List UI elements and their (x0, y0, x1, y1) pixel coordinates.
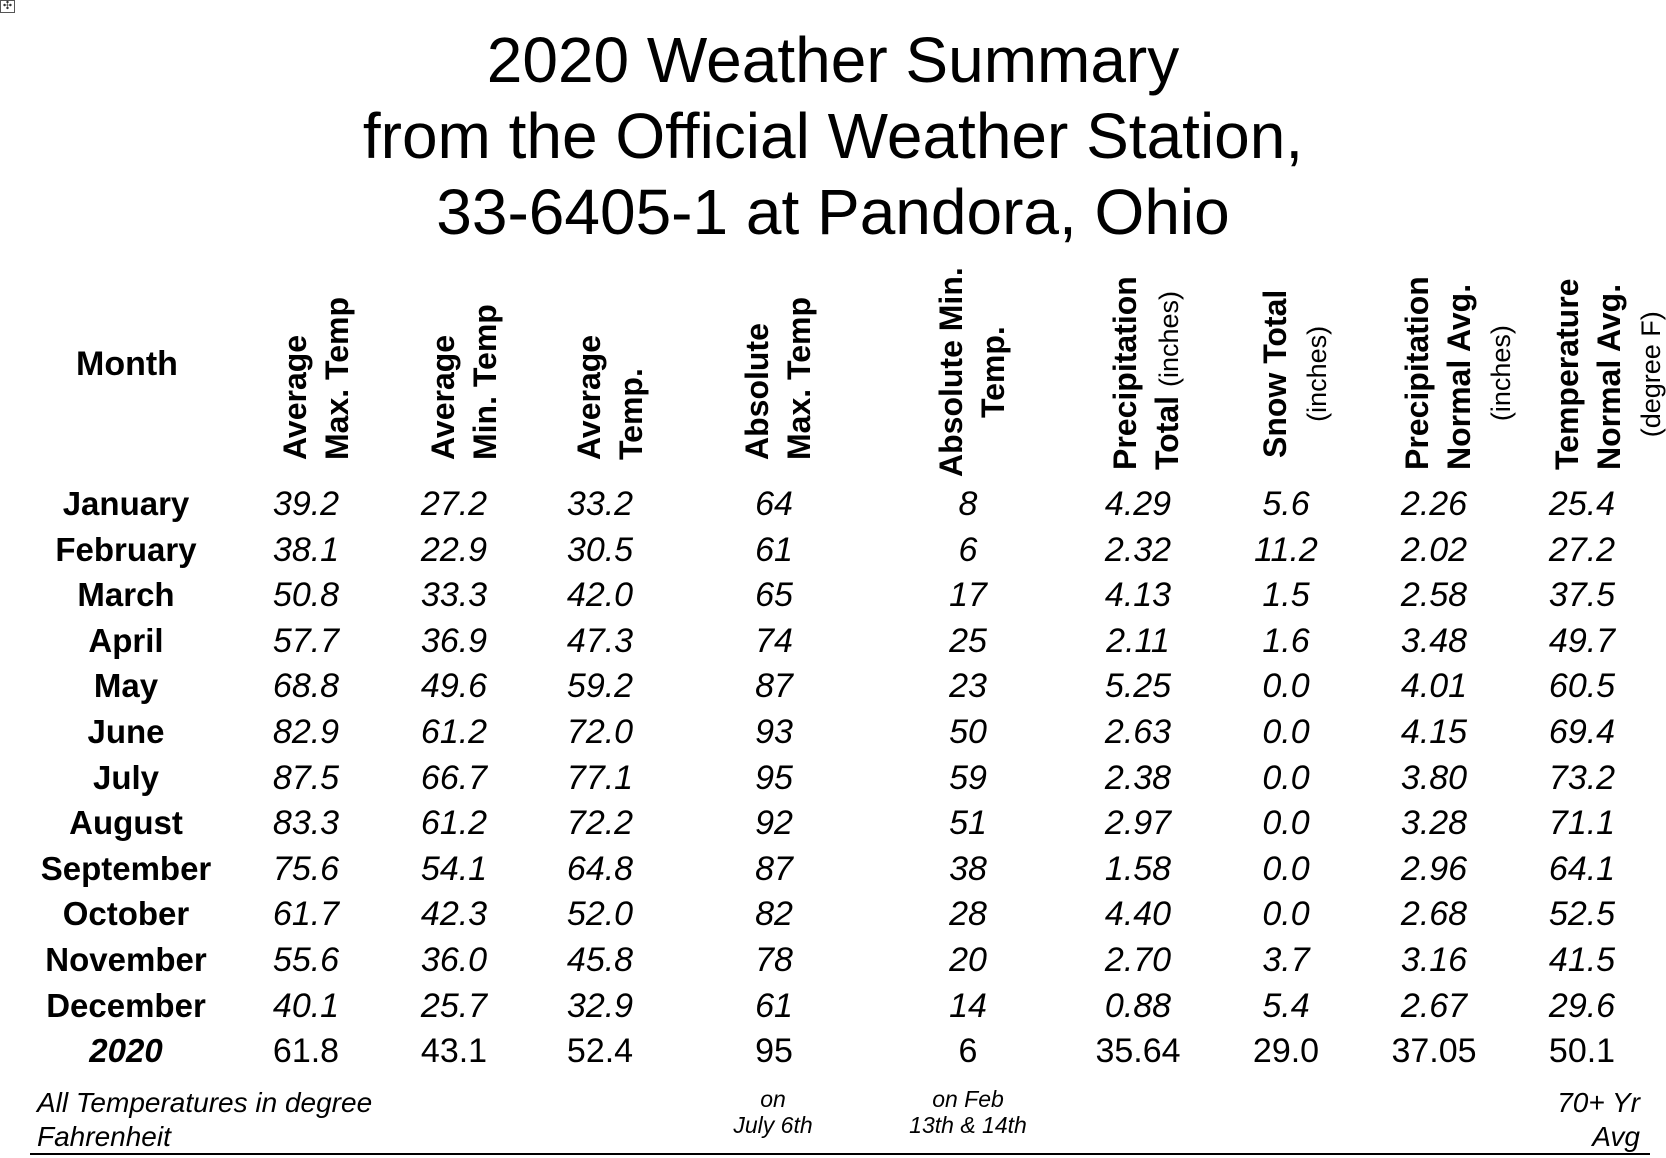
abs-min-temp-header (930, 267, 1014, 477)
header-line: Normal Avg. (1441, 283, 1477, 470)
footnote-line: July 6th (733, 1112, 813, 1138)
table-cell: 52.5 (1548, 895, 1616, 934)
month-name: October (62, 895, 190, 933)
table-cell: 75.6 (272, 849, 340, 888)
table-cell: 61.7 (272, 895, 340, 934)
table-cell: 40.1 (272, 986, 340, 1025)
month-name: March (77, 576, 175, 614)
table-cell: 43.1 (420, 1032, 488, 1071)
table-cell: 95 (755, 1032, 793, 1071)
page-title-line-1: 2020 Weather Summary (486, 24, 1180, 96)
temperature-normal-header (1546, 279, 1666, 470)
header-line: Absolute Min. (933, 267, 969, 477)
table-cell: 42.3 (420, 895, 488, 934)
table-cell: 2.58 (1400, 576, 1468, 615)
table-cell: 82 (755, 895, 793, 934)
table-cell: 73.2 (1548, 758, 1616, 797)
table-cell: 4.13 (1104, 576, 1172, 615)
month-name: February (55, 530, 197, 568)
table-cell: 38.1 (272, 530, 340, 569)
table-cell: 61.2 (420, 713, 488, 751)
table-cell: 29.0 (1252, 1032, 1320, 1071)
table-cell: 6 (958, 1032, 978, 1071)
month-name: August (69, 804, 183, 842)
table-cell: 11.2 (1254, 530, 1318, 569)
table-cell: 4.01 (1400, 667, 1468, 706)
table-cell: 4.40 (1104, 895, 1172, 934)
precipitation-total-header (1104, 276, 1190, 470)
table-row (0, 938, 1666, 982)
table-cell: 47.3 (566, 621, 634, 660)
header-unit: (inches) (1302, 325, 1332, 422)
table-row (0, 528, 1666, 572)
snow-total-header (1254, 290, 1338, 458)
table-cell: 0.0 (1262, 849, 1310, 888)
header-line: Temperature (1549, 278, 1585, 470)
table-cell: 0.0 (1262, 667, 1310, 706)
table-cell: 0.0 (1262, 758, 1310, 797)
table-cell: 45.8 (566, 941, 634, 979)
month-name: June (87, 713, 165, 750)
table-cell: 4.29 (1104, 485, 1172, 523)
table-cell: 87 (755, 849, 793, 888)
table-cell: 50.1 (1548, 1032, 1616, 1071)
table-cell: 37.5 (1548, 576, 1616, 615)
table-cell: 74 (755, 621, 793, 660)
header-line: Average (425, 334, 461, 460)
abs-max-date-footnote (733, 1086, 812, 1138)
table-cell: 0.0 (1262, 895, 1310, 934)
month-name: May (93, 667, 159, 705)
table-cell: 29.6 (1548, 986, 1616, 1025)
footnote-line: 70+ Yr (1557, 1087, 1640, 1118)
table-cell: 3.28 (1400, 804, 1468, 843)
header-line: Average (277, 334, 313, 460)
table-cell: 32.9 (566, 986, 634, 1025)
table-row (0, 756, 1666, 800)
table-cell: 0.88 (1104, 986, 1172, 1025)
table-cell: 49.7 (1548, 621, 1616, 660)
table-cell: 78 (755, 941, 793, 979)
table-cell: 64.1 (1548, 849, 1616, 888)
table-cell: 22.9 (420, 530, 488, 569)
table-cell: 35.64 (1095, 1032, 1181, 1071)
table-cell: 41.5 (1548, 941, 1616, 979)
header-line: Snow Total (1257, 289, 1293, 458)
table-cell: 3.16 (1400, 941, 1468, 979)
table-cell: 66.7 (420, 758, 488, 797)
table-cell: 17 (949, 576, 987, 615)
table-cell: 4.15 (1400, 713, 1468, 751)
table-row-total (0, 1029, 1666, 1073)
bottom-rule (30, 1153, 1650, 1155)
table-cell: 1.58 (1104, 849, 1172, 888)
table-cell: 2.97 (1104, 804, 1172, 843)
precipitation-normal-header (1396, 276, 1522, 470)
table-row (0, 984, 1666, 1028)
table-cell: 61 (755, 530, 793, 569)
table-cell: 2.32 (1104, 530, 1172, 569)
table-cell: 93 (755, 713, 793, 751)
table-cell: 65 (755, 576, 793, 615)
header-line: Temp. (975, 326, 1011, 419)
table-cell: 5.6 (1262, 485, 1310, 523)
header-line: Normal Avg. (1591, 283, 1627, 470)
table-cell: 2.68 (1400, 895, 1468, 934)
month-name: 2020 (89, 1032, 163, 1070)
table-cell: 2.26 (1400, 485, 1468, 523)
header-line: Precipitation (1107, 276, 1143, 470)
header-line: Average (571, 334, 607, 460)
table-cell: 57.7 (272, 621, 340, 660)
table-cell: 61 (755, 986, 793, 1025)
page-title-line-2: from the Official Weather Station, (362, 100, 1304, 172)
table-cell: 3.80 (1400, 758, 1468, 797)
table-cell: 28 (949, 895, 987, 934)
table-cell: 69.4 (1548, 713, 1616, 751)
footnote-line: Avg (1592, 1121, 1640, 1152)
table-cell: 33.2 (566, 485, 634, 523)
table-cell: 82.9 (272, 713, 340, 751)
table-cell: 5.25 (1104, 667, 1172, 706)
month-name: November (45, 941, 207, 978)
table-cell: 1.6 (1262, 621, 1310, 660)
month-column-header: Month (76, 345, 178, 383)
table-cell: 64 (755, 485, 793, 523)
table-cell: 0.0 (1262, 804, 1310, 843)
abs-max-temp-header (736, 297, 820, 460)
table-cell: 2.63 (1104, 713, 1172, 751)
footnote-line: on Feb (932, 1086, 1004, 1112)
month-name: July (92, 758, 160, 796)
footnote-line: on (760, 1086, 786, 1112)
month-name: December (46, 986, 206, 1024)
avg-max-temp-header (274, 297, 358, 460)
table-cell: 5.4 (1262, 986, 1310, 1025)
table-cell: 2.38 (1104, 758, 1172, 797)
month-name: January (62, 485, 190, 522)
footnote-line: Fahrenheit (37, 1121, 171, 1152)
units-footnote (37, 1086, 437, 1154)
header-line: Max. Temp (781, 297, 817, 460)
table-cell: 60.5 (1548, 667, 1616, 706)
avg-min-temp-header (422, 304, 506, 460)
table-cell: 51 (949, 804, 987, 843)
header-line: Total (1149, 395, 1185, 470)
table-cell: 72.2 (566, 804, 634, 843)
table-cell: 71.1 (1548, 804, 1616, 843)
header-unit: (degree F) (1636, 311, 1666, 438)
table-cell: 0.0 (1262, 713, 1310, 751)
table-cell: 37.05 (1391, 1032, 1477, 1071)
header-line: Precipitation (1399, 276, 1435, 470)
table-cell: 38 (949, 849, 987, 888)
month-name: April (88, 621, 164, 659)
table-cell: 92 (755, 804, 793, 843)
table-cell: 6 (958, 530, 978, 569)
table-row (0, 892, 1666, 936)
table-cell: 59 (949, 758, 987, 797)
table-cell: 2.67 (1400, 986, 1468, 1025)
table-cell: 61.8 (272, 1032, 340, 1071)
table-row (0, 710, 1666, 754)
table-cell: 61.2 (420, 804, 488, 843)
table-cell: 68.8 (272, 667, 340, 706)
table-move-handle-icon[interactable]: ✣ (0, 0, 15, 13)
footnote-line: All Temperatures in degree (37, 1087, 373, 1118)
table-cell: 77.1 (566, 758, 634, 797)
table-cell: 3.48 (1400, 621, 1468, 660)
table-cell: 2.96 (1400, 849, 1468, 888)
page-title-line-3: 33-6405-1 at Pandora, Ohio (436, 176, 1230, 248)
table-cell: 95 (755, 758, 793, 797)
table-cell: 49.6 (420, 667, 488, 706)
table-cell: 25 (949, 621, 987, 660)
table-cell: 14 (949, 986, 987, 1025)
table-cell: 52.4 (566, 1032, 634, 1071)
header-line: Max. Temp (319, 297, 355, 460)
table-row (0, 619, 1666, 663)
table-cell: 20 (949, 941, 987, 979)
table-cell: 52.0 (566, 895, 634, 934)
footnote-line: 13th & 14th (909, 1112, 1027, 1138)
table-cell: 2.11 (1106, 621, 1170, 660)
table-cell: 50.8 (272, 576, 340, 615)
table-cell: 33.3 (420, 576, 488, 615)
table-row (0, 664, 1666, 708)
table-cell: 87 (755, 667, 793, 706)
table-row (0, 482, 1666, 526)
temp-normal-footnote (1500, 1086, 1640, 1154)
table-cell: 27.2 (420, 485, 488, 523)
table-cell: 59.2 (566, 667, 634, 706)
table-cell: 3.7 (1262, 941, 1310, 979)
table-cell: 72.0 (566, 713, 634, 751)
table-cell: 25.7 (420, 986, 488, 1025)
table-cell: 2.70 (1104, 941, 1172, 979)
table-cell: 2.02 (1400, 530, 1468, 569)
table-cell: 55.6 (272, 941, 340, 979)
month-name: September (40, 849, 212, 887)
table-cell: 39.2 (272, 485, 340, 523)
table-cell: 36.9 (420, 621, 488, 660)
table-cell: 1.5 (1262, 576, 1310, 615)
header-line: Temp. (613, 368, 649, 460)
table-cell: 23 (949, 667, 987, 706)
table-cell: 25.4 (1548, 485, 1616, 523)
header-unit: (inches) (1154, 291, 1184, 388)
table-cell: 54.1 (420, 849, 488, 888)
header-line: Min. Temp (467, 304, 503, 460)
table-cell: 83.3 (272, 804, 340, 843)
table-row (0, 847, 1666, 891)
header-unit: (inches) (1486, 325, 1516, 422)
table-cell: 50 (949, 713, 987, 751)
table-cell: 30.5 (566, 530, 634, 569)
table-cell: 64.8 (566, 849, 634, 888)
table-cell: 8 (958, 485, 978, 523)
table-cell: 87.5 (272, 758, 340, 797)
header-line: Absolute (739, 323, 775, 460)
table-cell: 36.0 (420, 941, 488, 979)
table-cell: 42.0 (566, 576, 634, 615)
table-cell: 27.2 (1548, 530, 1616, 569)
table-row (0, 801, 1666, 845)
avg-temp-header (568, 335, 652, 460)
abs-min-date-footnote (909, 1086, 1027, 1138)
table-row (0, 573, 1666, 617)
